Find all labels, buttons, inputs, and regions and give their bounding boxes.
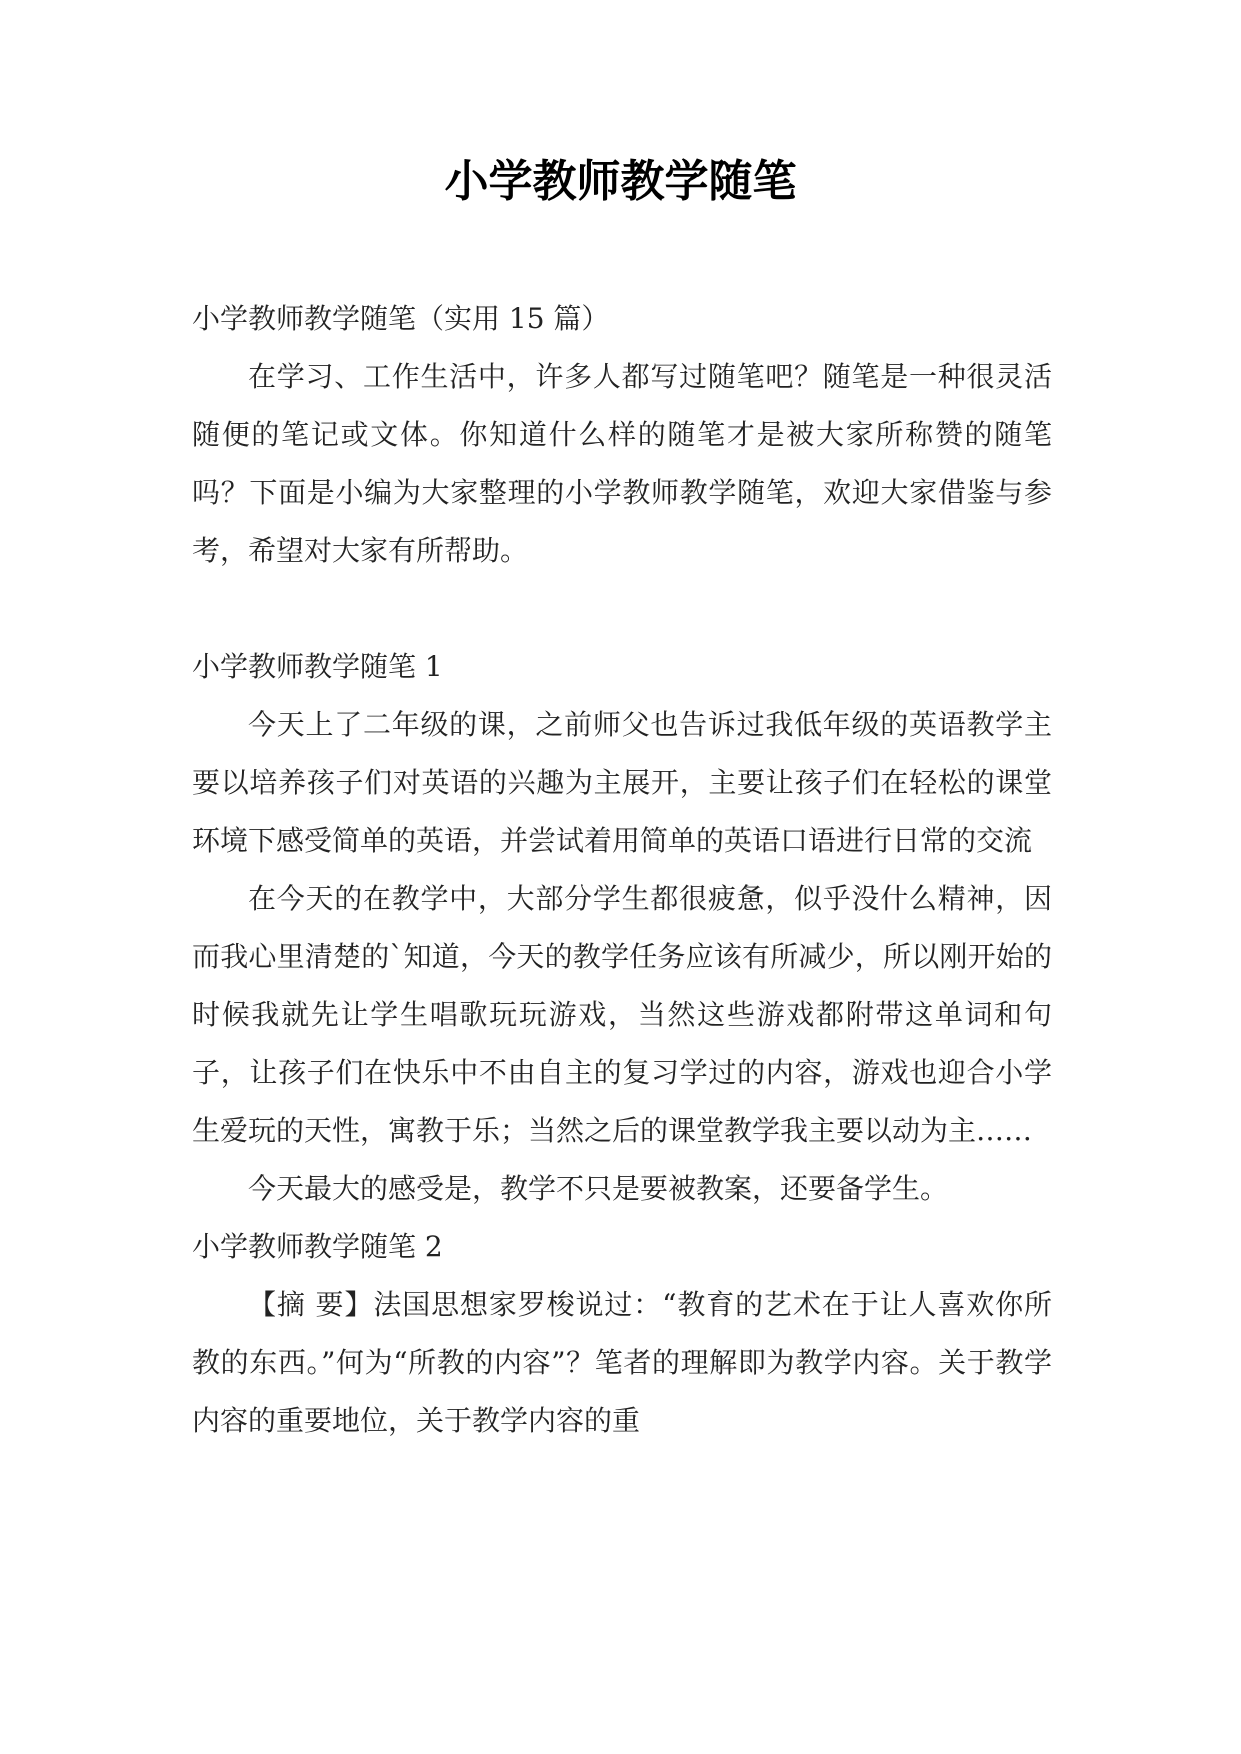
section-heading-1: 小学教师教学随笔 1 bbox=[192, 650, 443, 683]
section-spacer bbox=[192, 580, 1052, 638]
intro-paragraph: 在学习、工作生活中，许多人都写过随笔吧？随笔是一种很灵活随便的笔记或文体。你知道什么样的随笔才是被大家所称赞的随笔吗？下面是小编为大家整理的小学教师教学随笔，欢迎大家借鉴与参考，希望对大家有所帮助。 bbox=[192, 360, 1052, 567]
document-body bbox=[192, 290, 1052, 1450]
section-2-paragraph-1: 【摘 要】法国思想家罗梭说过：“教育的艺术在于让人喜欢你所教的东西。”何为“所教的内容”？笔者的理解即为教学内容。关于教学内容的重要地位，关于教学内容的重 bbox=[192, 1288, 1052, 1437]
section-1-paragraph-3: 今天最大的感受是，教学不只是要被教案，还要备学生。 bbox=[248, 1172, 949, 1205]
section-heading-2: 小学教师教学随笔 2 bbox=[192, 1230, 443, 1263]
document-title: 小学教师教学随笔 bbox=[444, 156, 797, 207]
document-subtitle: 小学教师教学随笔（实用 15 篇） bbox=[192, 302, 610, 335]
section-1-paragraph-1: 今天上了二年级的课，之前师父也告诉过我低年级的英语教学主要以培养孩子们对英语的兴趣为主展开，主要让孩子们在轻松的课堂环境下感受简单的英语，并尝试着用简单的英语口语进行日常的交流 bbox=[192, 708, 1052, 857]
section-1-paragraph-2: 在今天的在教学中，大部分学生都很疲惫，似乎没什么精神，因而我心里清楚的`知道，今天的教学任务应该有所减少，所以刚开始的时候我就先让学生唱歌玩玩游戏，当然这些游戏都附带这单词和句子，让孩子们在快乐中不由自主的复习学过的内容，游戏也迎合小学生爱玩的天性，寓教于乐；当然之后的课堂教学我主要以动为主…… bbox=[192, 882, 1052, 1147]
